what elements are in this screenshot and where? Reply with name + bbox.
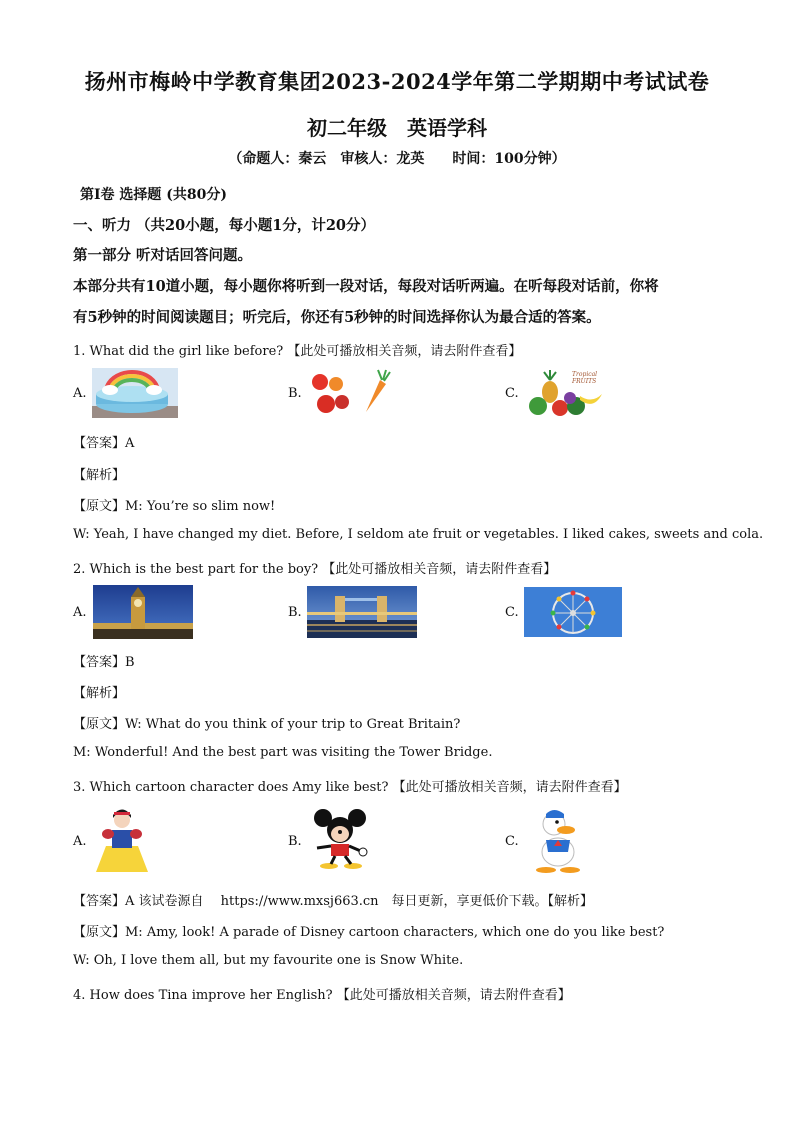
- big-ben-image: [93, 585, 193, 639]
- exam-meta: （命题人：秦云 审核人：龙英 时间：100分钟）: [228, 151, 566, 167]
- question-1-stem: 1. What did the girl like before? 【此处可播放相关音频，请去附件查看】: [73, 344, 522, 359]
- q2-analysis: 【解析】: [73, 686, 126, 701]
- snow-white-image: [92, 806, 152, 874]
- question-2-stem: 2. Which is the best part for the boy? 【此处可播放相关音频，请去附件查看】: [73, 562, 557, 577]
- instructions-line-2: 有5秒钟的时间阅读题目；听完后，你还有5秒钟的时间选择你认为最合适的答案。: [73, 309, 601, 326]
- q1-analysis: 【解析】: [73, 468, 126, 483]
- q3-script-line-2: W: Oh, I love them all, but my favourite one is Snow White.: [73, 953, 464, 968]
- q2-script-line-2: M: Wonderful! And the best part was visiting the Tower Bridge.: [73, 745, 493, 760]
- rainbow-cake-image: [92, 368, 178, 418]
- fruit-and-carrot-image: [306, 368, 394, 416]
- q3-option-c-label: C.: [505, 834, 519, 849]
- q3-option-b-label: B.: [288, 834, 302, 849]
- q1-script-line-2: W: Yeah, I have changed my diet. Before, I seldom ate fruit or vegetables. I liked cakes, sweets and cola.: [73, 527, 764, 542]
- part-one-title: 第一部分 听对话回答问题。: [73, 247, 253, 264]
- q1-option-c-label: C.: [505, 386, 519, 401]
- part-heading: 第I卷 选择题 (共80分): [80, 187, 228, 203]
- question-3-stem: 3. Which cartoon character does Amy like best? 【此处可播放相关音频，请去附件查看】: [73, 780, 627, 795]
- exam-subtitle: 初二年级 英语学科: [307, 116, 487, 140]
- donald-duck-image: [524, 806, 590, 874]
- q3-script-line-1: 【原文】M: Amy, look! A parade of Disney cartoon characters, which one do you like best?: [73, 925, 665, 940]
- instructions-line-1: 本部分共有10道小题，每小题你将听到一段对话，每段对话听两遍。在听每段对话前，你将: [73, 278, 659, 295]
- listening-heading: 一、听力 （共20小题，每小题1分，计20分）: [73, 217, 375, 234]
- question-4-stem: 4. How does Tina improve her English? 【此处可播放相关音频，请去附件查看】: [73, 988, 571, 1003]
- q1-option-b-label: B.: [288, 386, 302, 401]
- q2-option-c-label: C.: [505, 605, 519, 620]
- q2-option-a-label: A.: [73, 605, 87, 620]
- tropical-fruits-label: Tropical FRUITS: [572, 371, 598, 385]
- ferris-wheel-image: [524, 587, 622, 637]
- q2-script-line-1: 【原文】W: What do you think of your trip to Great Britain?: [73, 717, 461, 732]
- q2-answer: 【答案】B: [73, 655, 135, 670]
- q1-option-a-label: A.: [73, 386, 87, 401]
- q3-option-a-label: A.: [73, 834, 87, 849]
- q1-answer: 【答案】A: [73, 436, 135, 451]
- tropical-fruits-image: [526, 370, 604, 418]
- mickey-mouse-image: [307, 808, 373, 870]
- q3-answer-and-analysis: 【答案】A 该试卷源自 https://www.mxsj663.cn 每日更新，享更低价下载。【解析】: [73, 894, 594, 909]
- q2-option-b-label: B.: [288, 605, 302, 620]
- tower-bridge-image: [307, 586, 417, 638]
- exam-title: 扬州市梅岭中学教育集团2023-2024学年第二学期期中考试试卷: [84, 69, 710, 94]
- q1-script-line-1: 【原文】M: You’re so slim now!: [73, 499, 276, 514]
